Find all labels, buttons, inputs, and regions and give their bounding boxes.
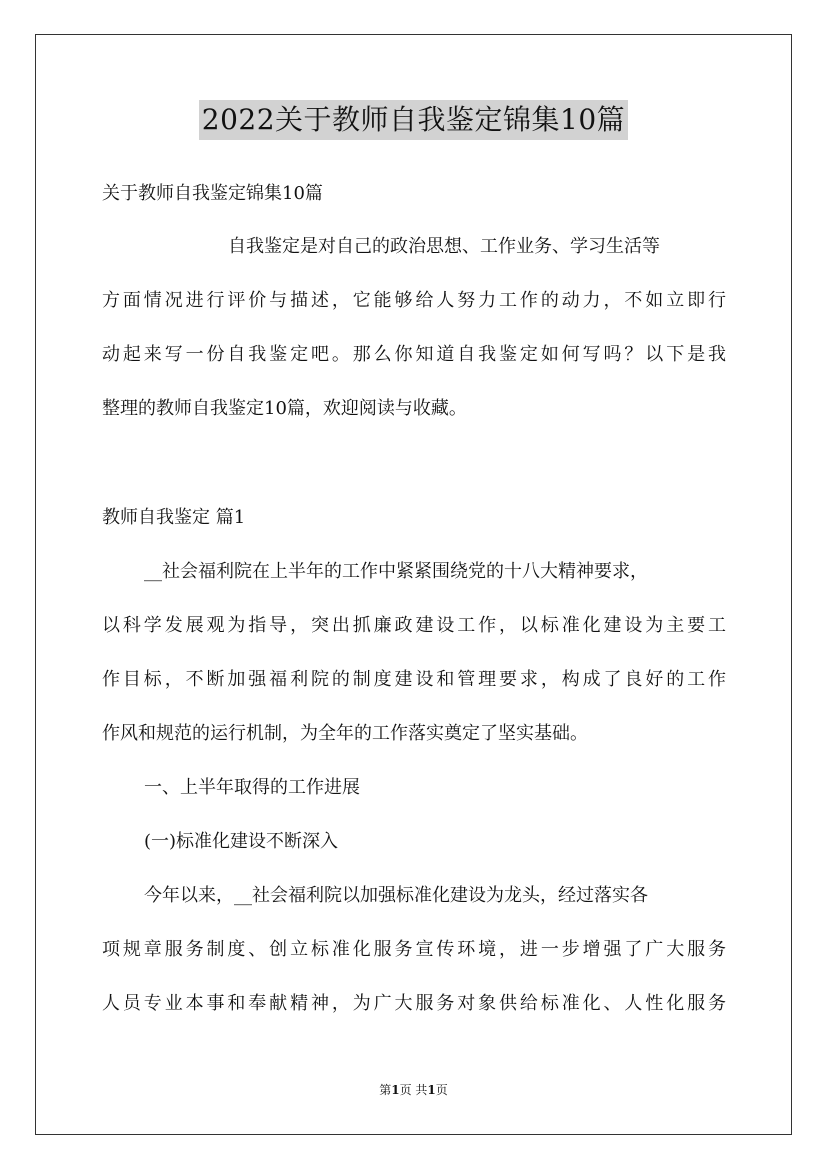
intro-line: 动起来写一份自我鉴定吧。那么你知道自我鉴定如何写吗？以下是我: [102, 344, 726, 365]
paragraph-line: 作目标，不断加强福利院的制度建设和管理要求，构成了良好的工作: [102, 669, 726, 690]
footer-page-mid: 页 共: [399, 1083, 428, 1097]
section-heading: 教师自我鉴定 篇1: [102, 507, 246, 528]
subheading-1: 一、上半年取得的工作进展: [144, 777, 360, 798]
page-footer: [0, 1082, 827, 1098]
paragraph-line: 项规章服务制度、创立标准化服务宣传环境，进一步增强了广大服务: [102, 939, 726, 960]
title-container: [0, 100, 827, 140]
paragraph-line: 作风和规范的运行机制，为全年的工作落实奠定了坚实基础。: [102, 723, 588, 744]
paragraph-line: 人员专业本事和奉献精神，为广大服务对象供给标准化、人性化服务: [102, 993, 726, 1014]
paragraph-line: 以科学发展观为指导，突出抓廉政建设工作，以标准化建设为主要工: [102, 615, 726, 636]
paragraph-line: 今年以来，__社会福利院以加强标准化建设为龙头，经过落实各: [144, 885, 648, 906]
document-title: 2022关于教师自我鉴定锦集10篇: [199, 100, 628, 140]
subheading-2: (一)标准化建设不断深入: [144, 831, 339, 852]
footer-page-suffix: 页: [435, 1083, 448, 1097]
intro-line: 整理的教师自我鉴定10篇，欢迎阅读与收藏。: [102, 398, 467, 419]
footer-page-number: 1: [391, 1083, 400, 1097]
document-subtitle: 关于教师自我鉴定锦集10篇: [102, 183, 323, 204]
footer-page-prefix: 第: [379, 1083, 392, 1097]
intro-line: 方面情况进行评价与描述，它能够给人努力工作的动力，不如立即行: [102, 290, 726, 311]
footer-page-total: 1: [427, 1083, 436, 1097]
paragraph-line: __社会福利院在上半年的工作中紧紧围绕党的十八大精神要求，: [144, 561, 648, 582]
intro-line: 自我鉴定是对自己的政治思想、工作业务、学习生活等: [228, 236, 660, 257]
